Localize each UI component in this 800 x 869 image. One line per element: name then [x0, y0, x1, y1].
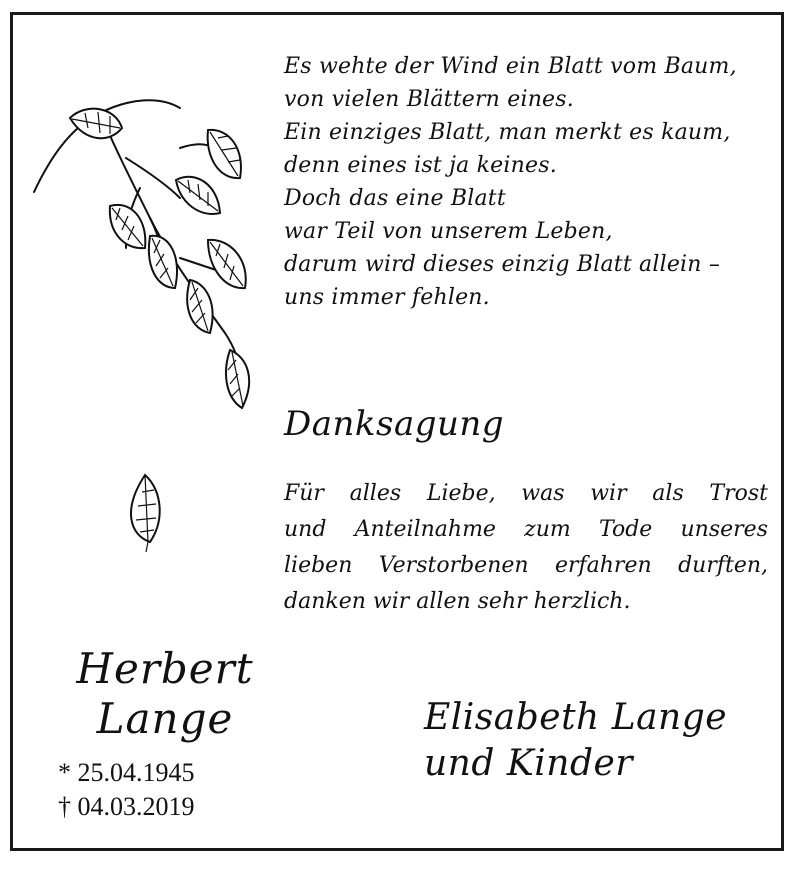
poem-line: war Teil von unserem Leben, — [284, 219, 613, 244]
falling-leaf-icon — [120, 470, 170, 555]
poem-line: Es wehte der Wind ein Blatt vom Baum, — [284, 54, 737, 79]
thanks-line: lieben Verstorbenen erfahren durften, — [284, 553, 768, 578]
deceased-last-name: Lange — [96, 694, 234, 743]
thanks-text — [284, 476, 768, 620]
poem — [284, 50, 784, 314]
death-date: † 04.03.2019 — [58, 792, 195, 821]
family-signature: Elisabeth Lange — [424, 697, 728, 738]
poem-line: uns immer fehlen. — [284, 285, 490, 310]
poem-line: von vielen Blättern eines. — [284, 87, 574, 112]
family-signature-suffix: und Kinder — [424, 743, 634, 784]
deceased-first-name: Herbert — [76, 644, 254, 693]
thanks-line: Für alles Liebe, was wir als Trost — [284, 481, 768, 506]
poem-line: Doch das eine Blatt — [284, 186, 506, 211]
page-title: Danksagung — [284, 404, 505, 444]
birth-date: * 25.04.1945 — [58, 758, 195, 787]
poem-line: denn eines ist ja keines. — [284, 153, 557, 178]
poem-line: Ein einziges Blatt, man merkt es kaum, — [284, 120, 731, 145]
thanks-line: und Anteilnahme zum Tode unseres — [284, 517, 768, 542]
leaf-branch-illustration — [30, 88, 270, 418]
poem-line: darum wird dieses einzig Blatt allein – — [284, 252, 721, 277]
thanks-line: danken wir allen sehr herzlich. — [284, 589, 631, 614]
